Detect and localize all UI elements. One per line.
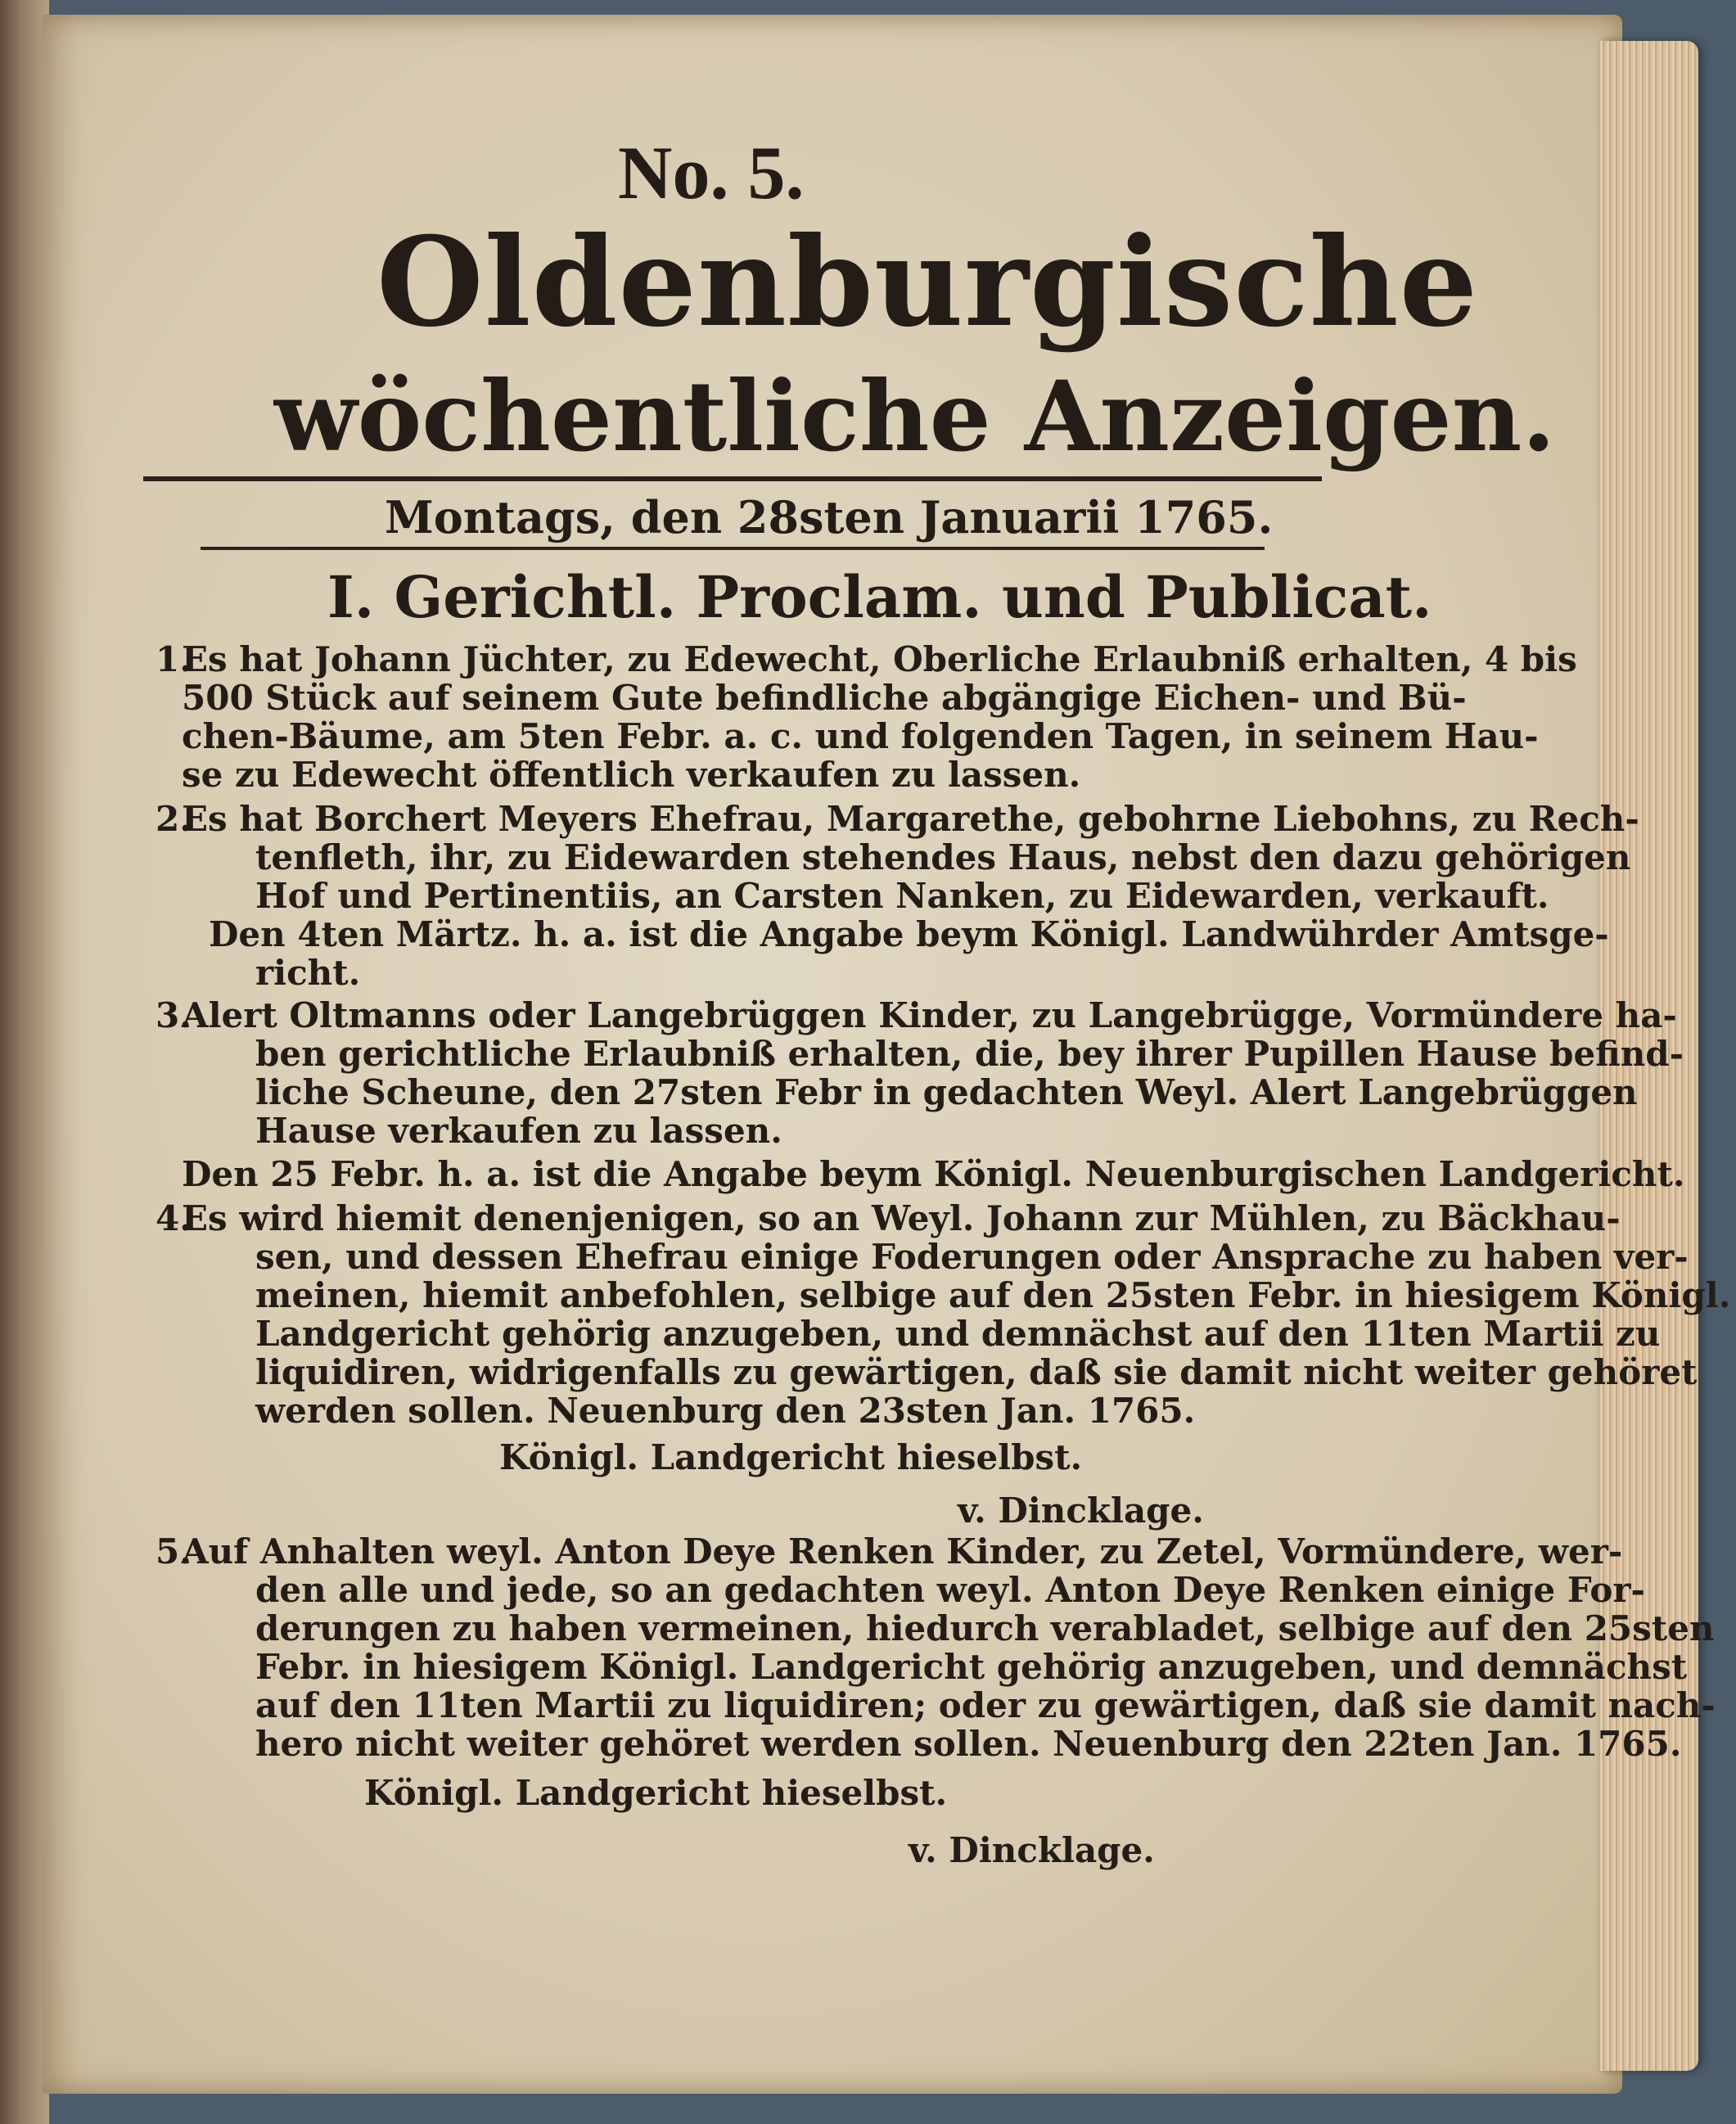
section-heading: I. Gerichtl. Proclam. und Publicat. — [327, 563, 1432, 631]
notice-line: auf den 11ten Martii zu liquidiren; oder zu gewärtigen, daß sie damit nach- — [255, 1685, 1716, 1725]
notice-line: sen, und dessen Ehefrau einige Foderungen oder Ansprache zu haben ver- — [255, 1237, 1689, 1277]
notice-line: Auf Anhalten weyl. Anton Deye Renken Kinder, zu Zetel, Vormündere, wer- — [182, 1531, 1623, 1572]
notice-line: liche Scheune, den 27sten Febr in gedachten Weyl. Alert Langebrüggen — [255, 1072, 1638, 1112]
notice-line: werden sollen. Neuenburg den 23sten Jan. 1765. — [255, 1391, 1196, 1431]
notice-line: Alert Oltmanns oder Langebrüggen Kinder, zu Langebrügge, Vormündere ha- — [182, 995, 1677, 1035]
notice-line: den alle und jede, so an gedachten weyl. Anton Deye Renken einige For- — [255, 1570, 1645, 1610]
notice-number: 5. — [156, 1531, 192, 1572]
notice-line: Febr. in hiesigem Königl. Landgericht gehörig anzugeben, und demnächst — [255, 1647, 1688, 1687]
notice-number: 1. — [156, 639, 192, 679]
left-page-edge — [0, 0, 49, 2124]
notice-line: ben gerichtliche Erlaubniß erhalten, die, bey ihrer Pupillen Hause befind- — [255, 1034, 1684, 1074]
notice-line: Landgericht gehörig anzugeben, und demnächst auf den 11ten Martii zu — [255, 1314, 1661, 1354]
notice-line: derungen zu haben vermeinen, hiedurch verabladet, selbige auf den 25sten — [255, 1608, 1715, 1648]
notice-line: Hof und Pertinentiis, an Carsten Nanken, zu Eidewarden, verkauft. — [255, 876, 1549, 916]
notice-line: Den 4ten Märtz. h. a. ist die Angabe beym Königl. Landwührder Amtsge- — [209, 914, 1609, 954]
notice-line: liquidiren, widrigenfalls zu gewärtigen, daß sie damit nicht weiter gehöret — [255, 1352, 1698, 1392]
notice-signature: v. Dincklage. — [958, 1490, 1204, 1531]
notice-line: tenfleth, ihr, zu Eidewarden stehendes Haus, nebst den dazu gehörigen — [255, 837, 1631, 877]
notice-number: 2. — [156, 799, 192, 839]
notice-signature: v. Dincklage. — [909, 1830, 1155, 1870]
masthead-title-line1: Oldenburgische — [377, 210, 1479, 354]
notice-line: Es hat Borchert Meyers Ehefrau, Margarethe, gebohrne Liebohns, zu Rech- — [182, 799, 1639, 839]
notice-line: 500 Stück auf seinem Gute befindliche abgängige Eichen- und Bü- — [182, 678, 1467, 718]
notice-line: Es hat Johann Jüchter, zu Edewecht, Oberliche Erlaubniß erhalten, 4 bis — [182, 639, 1577, 679]
issue-date: Montags, den 28sten Januarii 1765. — [385, 491, 1274, 543]
masthead-title-line2: wöchentliche Anzeigen. — [274, 359, 1556, 473]
notice-line: meinen, hiemit anbefohlen, selbige auf den 25sten Febr. in hiesigem Königl. — [255, 1275, 1731, 1315]
notice-line: Es wird hiemit denenjenigen, so an Weyl. Johann zur Mühlen, zu Bäckhau- — [182, 1198, 1621, 1238]
masthead-divider — [143, 476, 1322, 481]
notice-number: 3. — [156, 995, 192, 1035]
notice-authority: Königl. Landgericht hieselbst. — [364, 1773, 948, 1813]
notice-line: Hause verkaufen zu lassen. — [255, 1111, 782, 1151]
notice-authority: Königl. Landgericht hieselbst. — [499, 1437, 1083, 1477]
notice-line: se zu Edewecht öffentlich verkaufen zu lassen. — [182, 755, 1081, 795]
notice-line: richt. — [255, 953, 361, 993]
date-divider — [201, 547, 1265, 550]
notice-number: 4. — [156, 1198, 192, 1238]
notice-line: Den 25 Febr. h. a. ist die Angabe beym Königl. Neuenburgischen Landgericht. — [182, 1154, 1685, 1194]
notice-line: chen-Bäume, am 5ten Febr. a. c. und folgenden Tagen, in seinem Hau- — [182, 716, 1539, 756]
issue-number: No. 5. — [618, 131, 805, 214]
notice-line: hero nicht weiter gehöret werden sollen. Neuenburg den 22ten Jan. 1765. — [255, 1724, 1682, 1764]
